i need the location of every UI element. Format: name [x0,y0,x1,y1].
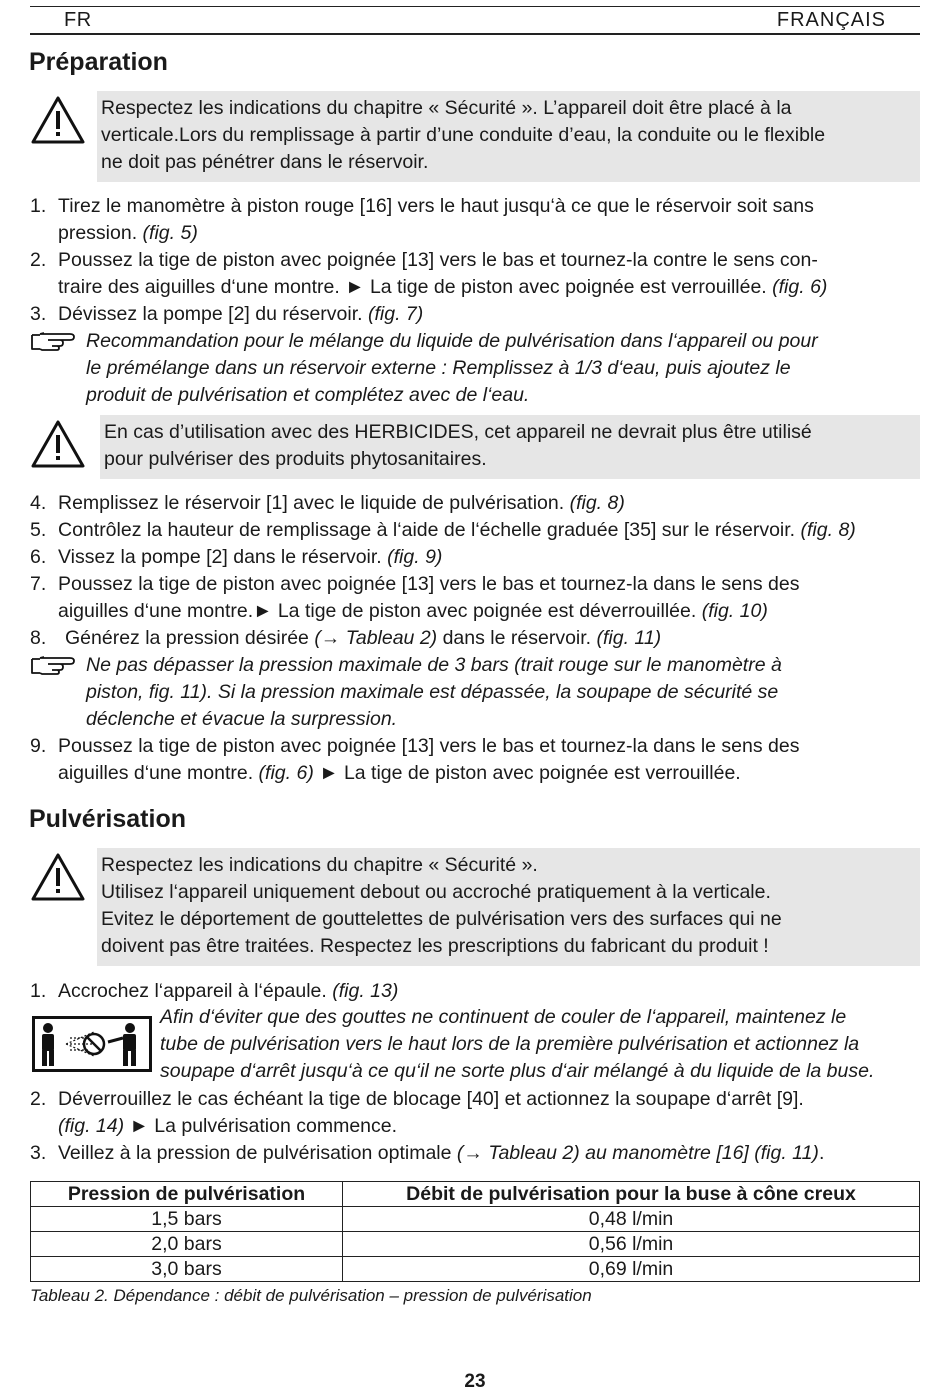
figure-ref: (fig. 5) [142,222,198,244]
table-cell: 0,69 l/min [343,1257,920,1282]
warning-line: Respectez les indications du chapitre « Sécurité ». [101,854,538,876]
warning-triangle-icon [30,852,86,902]
text: traire des aiguilles d‘une montre. ► La tige de piston avec poignée est verrouillée. [58,276,773,298]
step-4-text [58,490,625,517]
figure-ref: (fig. 6) [258,762,314,784]
text: Veillez à la pression de pulvérisation optimale [58,1142,457,1164]
figure-ref: (fig. 6) [772,276,828,298]
figure-ref: (fig. 14) [58,1115,125,1137]
warning-block-3 [30,848,920,962]
text: . [818,1142,825,1164]
table-caption: Tableau 2. Dépendance : débit de pulvérisation – pression de pulvérisation [30,1286,592,1305]
warning-triangle-icon [30,419,86,469]
step-7-text: Poussez la tige de piston avec poignée [13] vers le bas et tournez-la dans le sens des [58,573,800,595]
text: pression. [58,222,143,244]
text: Dévissez la pompe [2] du réservoir. [58,303,368,325]
warning-text-box [97,91,920,182]
step-number: 3. [30,303,47,325]
table-cell: 3,0 bars [31,1257,343,1282]
spray-step-2-text-cont [58,1113,397,1140]
spray-safety-pictogram-icon [32,1016,152,1072]
figure-ref: (fig. 9) [387,546,443,568]
page-number: 23 [464,1371,486,1392]
table-cell: 1,5 bars [31,1207,343,1232]
warning-line: pour pulvériser des produits phytosanitaires. [104,448,487,470]
table-row [31,1232,920,1257]
spray-step-2-text: Déverrouillez le cas échéant la tige de blocage [40] et actionnez la soupape d‘arrêt [9]. [58,1088,804,1110]
section-title-spraying: Pulvérisation [29,805,186,833]
step-number: 8. [30,627,47,649]
step-number: 1. [30,980,47,1002]
text: dans le réservoir. [437,627,597,649]
note-line: tube de pulvérisation vers le haut lors de la première pulvérisation et actionnez la [160,1033,860,1055]
step-number: 2. [30,1088,47,1110]
step-number: 2. [30,249,47,271]
warning-line: Respectez les indications du chapitre « Sécurité ». L’appareil doit être placé à la [101,97,792,119]
step-number: 4. [30,492,47,514]
text: Contrôlez la hauteur de remplissage à l‘aide de l‘échelle graduée [35] sur le réservoir. [58,519,801,541]
language-name: FRANÇAIS [776,9,886,31]
warning-block-2 [30,415,920,475]
note-line: soupape d‘arrêt jusqu‘à ce qu‘il ne sorte plus d‘air mélangé à du liquide de la buse. [160,1060,875,1082]
page-header [30,6,920,35]
warning-text-box [97,848,920,966]
step-1-text: Tirez le manomètre à piston rouge [16] vers le haut jusqu‘à ce que le réservoir soit sans [58,195,814,217]
step-9-text-cont [58,760,741,787]
table-ref: (→ Tableau 2) [314,627,438,649]
step-3-text [58,301,423,328]
step-6-text [58,544,442,571]
tip-line: piston, fig. 11). Si la pression maximale est dépassée, la soupape de sécurité se [86,681,779,703]
table-header-row [31,1182,920,1207]
tip-line: Recommandation pour le mélange du liquide de pulvérisation dans l‘appareil ou pour [86,330,818,352]
step-2-text: Poussez la tige de piston avec poignée [13] vers le bas et tournez-la contre le sens con- [58,249,818,271]
language-code: FR [64,9,92,31]
step-7-text-cont [58,598,768,625]
step-number: 6. [30,546,47,568]
spray-step-3-text [58,1140,824,1167]
pointing-hand-icon [30,654,78,676]
warning-line: doivent pas être traitées. Respectez les prescriptions du fabricant du produit ! [101,935,769,957]
text: Générez la pression désirée [65,627,315,649]
table-ref: (→ Tableau 2) au manomètre [16] (fig. 11) [456,1142,819,1164]
section-title-preparation: Préparation [29,48,168,76]
step-2-text-cont [58,274,827,301]
warning-line: Utilisez l‘appareil uniquement debout ou accroché pratiquement à la verticale. [101,881,771,903]
figure-ref: (fig. 8) [569,492,625,514]
table-header-cell: Pression de pulvérisation [31,1182,343,1207]
text: Accrochez l‘appareil à l‘épaule. [58,980,333,1002]
text: aiguilles d‘une montre.► La tige de piston avec poignée est déverrouillée. [58,600,702,622]
figure-ref: (fig. 10) [701,600,768,622]
table-row [31,1257,920,1282]
warning-line: En cas d’utilisation avec des HERBICIDES, cet appareil ne devrait plus être utilisé [104,421,812,443]
table-cell: 0,56 l/min [343,1232,920,1257]
table-cell: 2,0 bars [31,1232,343,1257]
figure-ref: (fig. 7) [367,303,424,325]
step-1-text-cont [58,220,198,247]
pointing-hand-icon [30,330,78,352]
tip-line: produit de pulvérisation et complétez avec de l‘eau. [86,384,530,406]
text: Remplissez le réservoir [1] avec le liquide de pulvérisation. [58,492,570,514]
tip-line: Ne pas dépasser la pression maximale de 3 bars (trait rouge sur le manomètre à [86,654,782,676]
step-number: 1. [30,195,47,217]
warning-block-1 [30,91,920,177]
step-5-text [58,517,856,544]
step-number: 7. [30,573,47,595]
step-8-text [65,625,661,652]
note-line: Afin d‘éviter que des gouttes ne continuent de couler de l‘appareil, maintenez le [160,1006,847,1028]
figure-ref: (fig. 8) [800,519,856,541]
text: ► La pulvérisation commence. [124,1115,398,1137]
step-number: 9. [30,735,47,757]
spray-step-1-text [58,978,398,1005]
warning-line: Evitez le déportement de gouttelettes de pulvérisation vers des surfaces qui ne [101,908,782,930]
text: aiguilles d‘une montre. [58,762,259,784]
table-header-cell: Débit de pulvérisation pour la buse à cône creux [343,1182,920,1207]
text: Vissez la pompe [2] dans le réservoir. [58,546,388,568]
warning-line: ne doit pas pénétrer dans le réservoir. [101,151,429,173]
warning-text-box [100,415,920,479]
tip-line: déclenche et évacue la surpression. [86,708,398,730]
step-9-text: Poussez la tige de piston avec poignée [13] vers le bas et tournez-la dans le sens des [58,735,800,757]
tip-line: le prémélange dans un réservoir externe : Remplissez à 1/3 d‘eau, puis ajoutez le [86,357,791,379]
figure-ref: (fig. 11) [596,627,662,649]
warning-triangle-icon [30,95,86,145]
figure-ref: (fig. 13) [332,980,399,1002]
warning-line: verticale.Lors du remplissage à partir d’une conduite d’eau, la conduite ou le flexible [101,124,826,146]
step-number: 5. [30,519,47,541]
step-number: 3. [30,1142,47,1164]
table-row [31,1207,920,1232]
table-cell: 0,48 l/min [343,1207,920,1232]
text: ► La tige de piston avec poignée est verrouillée. [313,762,741,784]
pressure-flow-table [30,1181,920,1282]
